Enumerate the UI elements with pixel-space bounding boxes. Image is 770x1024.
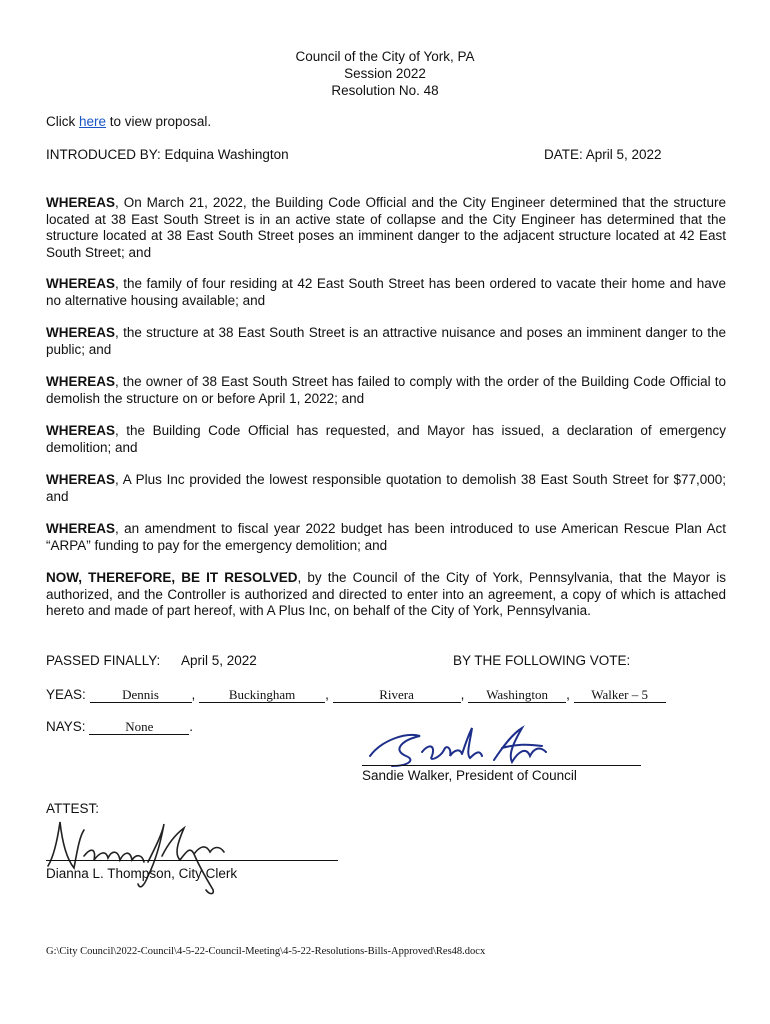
clerk-signature [44,816,244,896]
yea-vote: Buckingham [199,688,325,703]
whereas-paragraph [46,374,726,407]
whereas-paragraph [46,195,726,261]
whereas-lead: WHEREAS [46,276,116,291]
resolved-text: , by the Council of the City of York, Pennsylvania, that the Mayor is authorized, and the Controller is authorized and directed to enter into an agreement, a copy of which is attached hereto and made of part hereof, with A Plus Inc, on behalf of the City of York, Pennsylvania. [46,570,726,618]
whereas-paragraph [46,521,726,554]
session-title: Session 2022 [344,66,426,81]
whereas-lead: WHEREAS [46,325,116,340]
whereas-paragraph [46,472,726,505]
resolved-lead: NOW, THEREFORE, BE IT RESOLVED [46,570,298,585]
whereas-paragraph [46,423,726,456]
passed-finally-date: April 5, 2022 [181,653,257,668]
yeas-line: YEAS: Dennis , Buckingham , Rivera , Washington , Walker – 5 [46,686,666,703]
whereas-lead: WHEREAS [46,472,116,487]
clerk-name-title: Dianna L. Thompson, City Clerk [46,866,238,881]
nays-line: NAYS: None . [46,719,194,734]
proposal-prefix: Click [46,114,79,129]
following-vote-label: BY THE FOLLOWING VOTE: [453,653,631,668]
whereas-lead: WHEREAS [46,374,116,389]
proposal-link[interactable]: here [79,114,107,129]
yeas-label: YEAS: [46,687,86,702]
introduced-by: INTRODUCED BY: Edquina Washington [46,147,289,162]
attest-label: ATTEST: [46,801,100,816]
proposal-line [46,113,211,130]
whereas-text: , the owner of 38 East South Street has failed to comply with the order of the Building Code Official to demolish the structure on or before April 1, 2022; and [46,374,726,406]
whereas-lead: WHEREAS [46,195,116,210]
president-signature-line [362,765,641,766]
whereas-text: , On March 21, 2022, the Building Code Official and the City Engineer determined that the structure located at 38 East South Street is in an active state of collapse and the City Engineer has determined that the structure located at 38 East South Street poses an imminent danger to the adjacent structure located at 42 East South Street; and [46,195,726,260]
yea-vote: Walker – 5 [574,688,666,703]
yea-vote: Washington [468,688,566,703]
whereas-text: , A Plus Inc provided the lowest responsible quotation to demolish 38 East South Street for $77,000; and [46,472,726,504]
file-path-footer: G:\City Council\2022-Council\4-5-22-Council-Meeting\4-5-22-Resolutions-Bills-Approved\Res48.docx [46,946,486,957]
yea-vote: Rivera [333,688,461,703]
whereas-text: , the Building Code Official has requested, and Mayor has issued, a declaration of emergency demolition; and [46,423,726,455]
resolution-date: DATE: April 5, 2022 [544,147,662,162]
council-title: Council of the City of York, PA [295,49,475,64]
whereas-lead: WHEREAS [46,423,116,438]
whereas-paragraph [46,325,726,358]
nay-vote: None [89,720,189,735]
proposal-suffix: to view proposal. [106,114,212,129]
whereas-lead: WHEREAS [46,521,116,536]
resolved-paragraph [46,570,726,620]
president-name-title: Sandie Walker, President of Council [362,768,577,783]
resolution-number: Resolution No. 48 [331,83,439,98]
clerk-signature-line [46,860,338,861]
whereas-paragraph [46,276,726,309]
whereas-text: , the family of four residing at 42 East South Street has been ordered to vacate their home and have no alternative housing available; and [46,276,726,308]
whereas-text: , an amendment to fiscal year 2022 budget has been introduced to use American Rescue Plan Act “ARPA” funding to pay for the emergency demolition; and [46,521,726,553]
nays-label: NAYS: [46,719,86,734]
passed-finally-label: PASSED FINALLY: [46,653,161,668]
whereas-text: , the structure at 38 East South Street is an attractive nuisance and poses an imminent danger to the public; and [46,325,726,357]
yea-vote: Dennis [90,688,192,703]
